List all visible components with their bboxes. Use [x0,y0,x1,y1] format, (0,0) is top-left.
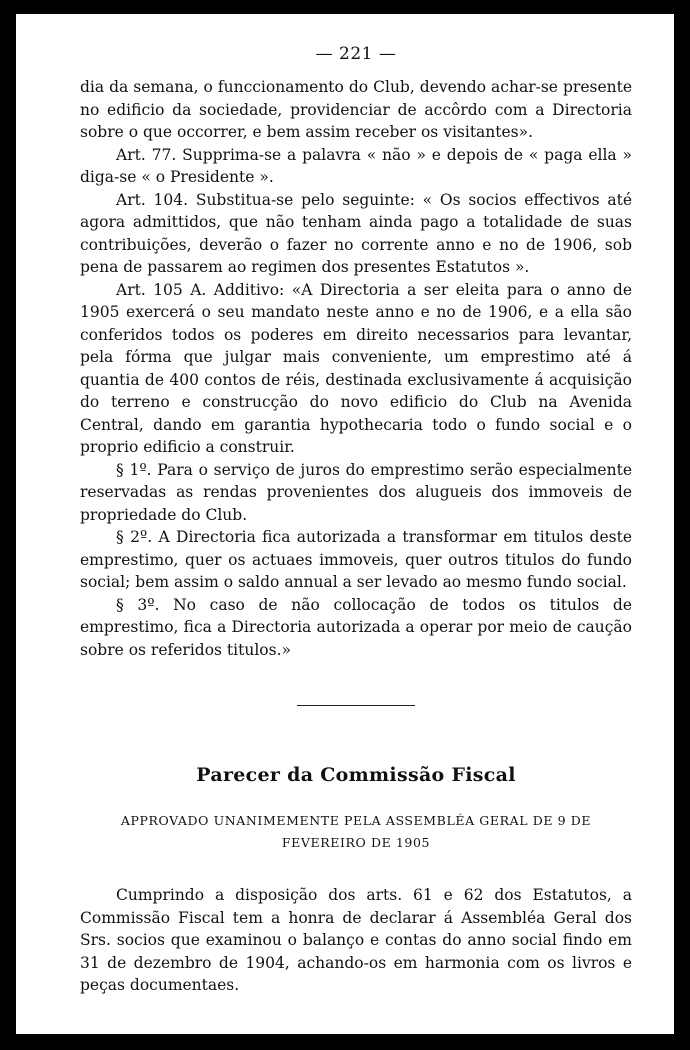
paragraph-continued: dia da semana, o funccionamento do Club, devendo achar-se presente no edificio da sociedade, providenciar de accôrdo com a Directoria sobre o que occorrer, e bem assim receber os visitantes». [80,78,632,141]
paragraph-art-77: Art. 77. Supprima-se a palavra « não » e depois de « paga ella » diga-se « o Presidente ». [80,145,632,186]
section-body: Cumprindo a disposição dos arts. 61 e 62 dos Estatutos, a Commissão Fiscal tem a honra de declarar á Assembléa Geral dos Srs. socios que examinou o balanço e contas do anno social findo em 31 de dezembro de 1904, achando-os em harmonia com os livros e peças documentaes. [80,886,632,994]
section-divider [297,705,415,706]
page-content [80,44,632,997]
paragraph-section-2: § 2º. A Directoria fica autorizada a transformar em titulos deste emprestimo, quer os actuaes immoveis, quer outros titulos do fundo social; bem assim o saldo annual a ser levado ao mesmo fundo social. [80,528,632,591]
paragraph-art-105a: Art. 105 A. Additivo: «A Directoria a ser eleita para o anno de 1905 exercerá o seu mandato neste anno e no de 1906, e a ella são conferidos todos os poderes em direito necessarios para levantar, pela fórma que julgar mais conveniente, um emprestimo até á quantia de 400 contos de réis, destinada exclusivamente á acquisição do terreno e construcção do novo edificio do Club na Avenida Central, dando em garantia hypothecaria todo o fundo social e o proprio edificio a construir. [80,280,632,456]
paragraph-section-1: § 1º. Para o serviço de juros do emprestimo serão especialmente reservadas as rendas provenientes dos alugueis dos immoveis de propriedade do Club. [80,460,632,524]
section-subtitle: APPROVADO UNANIMEMENTE PELA ASSEMBLÉA GERAL DE 9 DE FEVEREIRO DE 1905 [120,813,592,850]
paragraph-section-3: § 3º. No caso de não collocação de todos os titulos de emprestimo, fica a Directoria autorizada a operar por meio de caução sobre os referidos titulos.» [80,595,632,659]
section-title: Parecer da Commissão Fiscal [196,764,516,786]
document-page [16,14,674,1034]
paragraph-art-104: Art. 104. Substitua-se pelo seguinte: « Os socios effectivos até agora admittidos, que não tenham ainda pago a totalidade de suas contribuições, deverão o fazer no corrente anno e no de 1906, sob pena de passarem ao regimen dos presentes Estatutos ». [80,190,632,276]
page-number: — 221 — [315,44,397,64]
